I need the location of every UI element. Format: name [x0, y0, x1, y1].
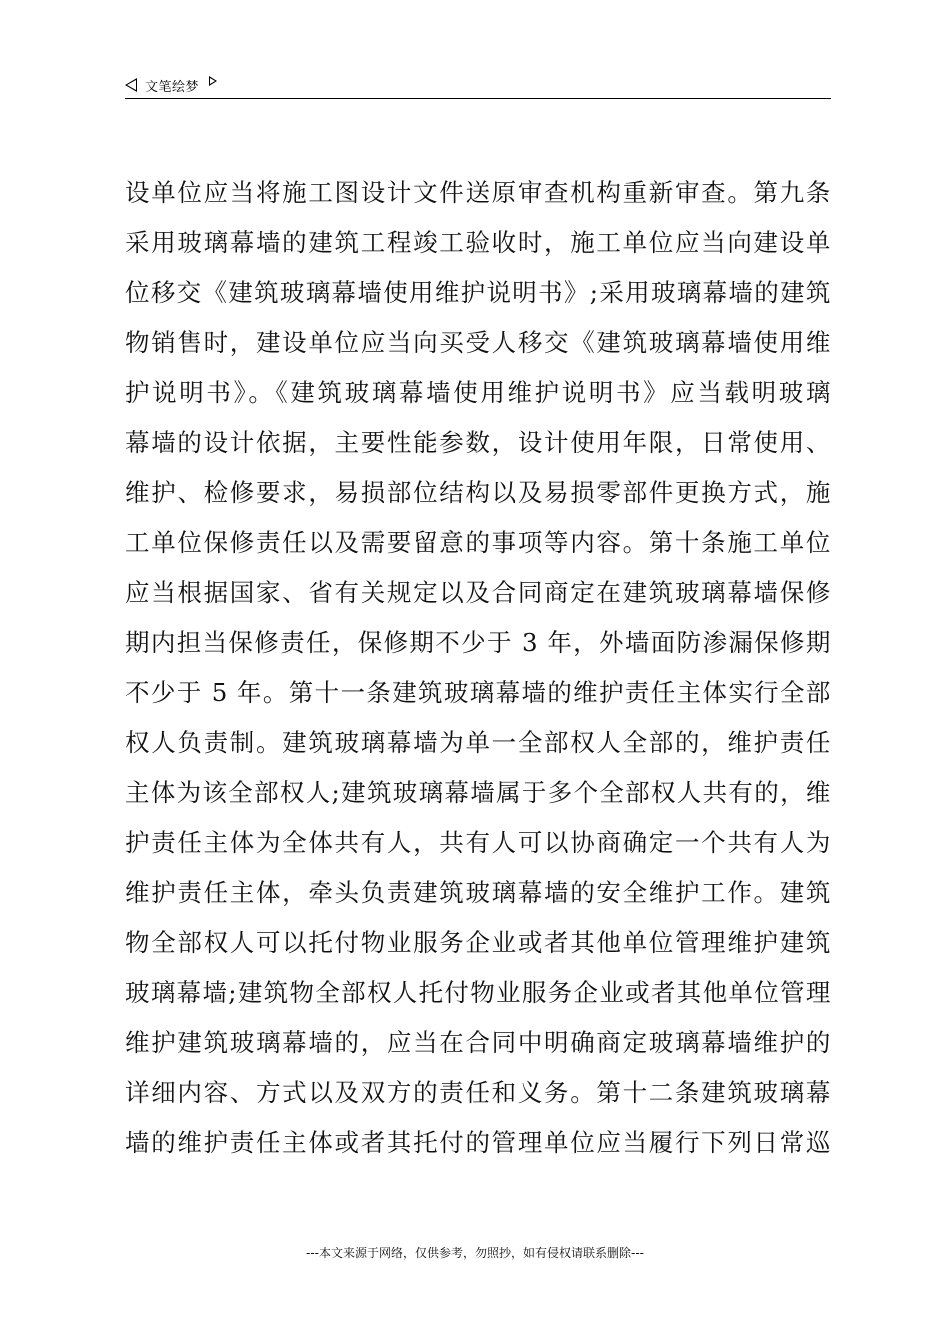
body-line: 权人负责制。建筑玻璃幕墙为单一全部权人全部的，维护责任 [125, 728, 831, 757]
header-title: 文笔绘梦 [145, 79, 200, 95]
document-body [125, 168, 831, 1168]
body-line: 采用玻璃幕墙的建筑工程竣工验收时，施工单位应当向建设单 [125, 228, 831, 257]
body-line: 护责任主体为全体共有人，共有人可以协商确定一个共有人为 [125, 828, 831, 857]
body-line: 护说明书》。《建筑玻璃幕墙使用维护说明书》应当载明玻璃 [125, 378, 831, 407]
body-line: 设单位应当将施工图设计文件送原审查机构重新审查。第九条 [125, 178, 831, 207]
body-line: 幕墙的设计依据，主要性能参数，设计使用年限，日常使用、 [125, 428, 831, 457]
body-line: 工单位保修责任以及需要留意的事项等内容。第十条施工单位 [125, 528, 831, 557]
triangle-right-icon [209, 76, 217, 86]
triangle-left-icon [125, 78, 137, 92]
body-line: 位移交《建筑玻璃幕墙使用维护说明书》;采用玻璃幕墙的建筑 [125, 278, 831, 307]
body-line: 维护建筑玻璃幕墙的，应当在合同中明确商定玻璃幕墙维护的 [125, 1028, 831, 1057]
body-line: 期内担当保修责任，保修期不少于 3 年，外墙面防渗漏保修期 [125, 628, 831, 657]
body-line: 不少于 5 年。第十一条建筑玻璃幕墙的维护责任主体实行全部 [125, 678, 831, 707]
page-footer: ---本文来源于网络，仅供参考，勿照抄，如有侵权请联系删除--- [306, 1246, 644, 1260]
body-line: 详细内容、方式以及双方的责任和义务。第十二条建筑玻璃幕 [125, 1078, 831, 1107]
body-line: 物销售时，建设单位应当向买受人移交《建筑玻璃幕墙使用维 [125, 328, 831, 357]
body-line: 维护责任主体，牵头负责建筑玻璃幕墙的安全维护工作。建筑 [125, 878, 831, 907]
body-line: 墙的维护责任主体或者其托付的管理单位应当履行下列日常巡 [125, 1128, 831, 1157]
body-line: 玻璃幕墙;建筑物全部权人托付物业服务企业或者其他单位管理 [125, 978, 831, 1007]
body-line: 维护、检修要求，易损部位结构以及易损零部件更换方式，施 [125, 478, 831, 507]
body-line: 应当根据国家、省有关规定以及合同商定在建筑玻璃幕墙保修 [125, 578, 831, 607]
body-line: 物全部权人可以托付物业服务企业或者其他单位管理维护建筑 [125, 928, 831, 957]
page-header [125, 72, 831, 99]
body-line: 主体为该全部权人;建筑玻璃幕墙属于多个全部权人共有的，维 [125, 778, 831, 807]
